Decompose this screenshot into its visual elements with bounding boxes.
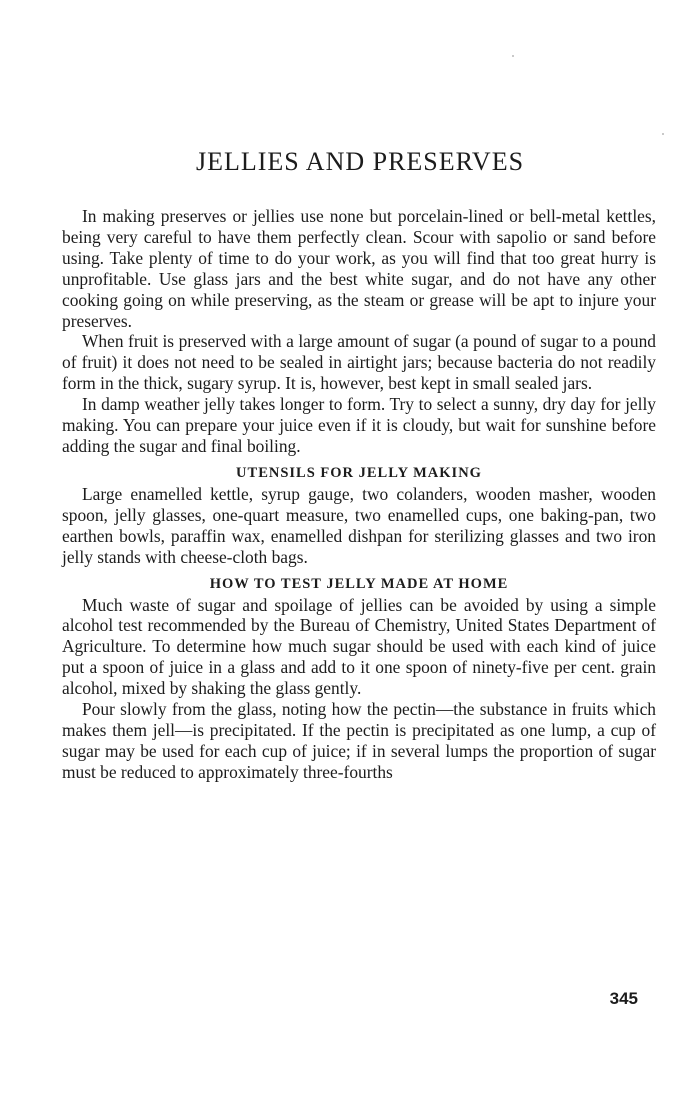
paragraph-utensils-list: Large enamelled kettle, syrup gauge, two colanders, wooden masher, wooden spoon, jelly glasses, one-quart measure, two enamelled cups, one baking-pan, two earthen bowls, paraffin wax, enamelled dishpan for sterilizing glasses and two iron jelly stands with cheese-cloth bags. [62,483,656,567]
paragraph-pectin: Pour slowly from the glass, noting how the pectin—the substance in fruits which makes them jell—is precipitated. If the pectin is precipitated as one lump, a cup of sugar may be used for each cup of juice; if in several lumps the proportion of sugar must be reduced to approximately three-fourths [62,699,656,782]
page-title: JELLIES AND PRESERVES [195,147,525,176]
heading-utensils: UTENSILS FOR JELLY MAKING [236,464,482,481]
print-speck [662,133,664,135]
paragraph-alcohol-test: Much waste of sugar and spoilage of jellies can be avoided by using a simple alcohol test recommended by the Bureau of Chemistry, United States Department of Agriculture. To determine how much sugar should be used with each kind of juice put a spoon of juice in a glass and add to it one spoon of ninety-five per cent. grain alcohol, mixed by shaking the glass gently. [62,594,656,699]
page-number: 345 [609,989,638,1008]
print-speck [512,55,514,57]
heading-jelly-test: HOW TO TEST JELLY MADE AT HOME [209,575,509,592]
page-body [62,206,656,783]
paragraph-sugar-preserving: When fruit is preserved with a large amount of sugar (a pound of sugar to a pound of fruit) it does not need to be sealed in airtight jars; because bacteria do not readily form in the thick, sugary syrup. It is, however, best kept in small sealed jars. [62,331,656,394]
paragraph-damp-weather: In damp weather jelly takes longer to form. Try to select a sunny, dry day for jelly making. You can prepare your juice even if it is cloudy, but wait for sunshine before adding the sugar and final boiling. [62,394,656,456]
paragraph-preserves-intro: In making preserves or jellies use none but porcelain-lined or bell-metal kettles, being very careful to have them perfectly clean. Scour with sapolio or sand before using. Take plenty of time to do your work, as you will find that too great hurry is unprofitable. Use glass jars and the best white sugar, and do not have any other cooking going on while preserving, as the steam or grease will be apt to injure your preserves. [62,206,656,331]
